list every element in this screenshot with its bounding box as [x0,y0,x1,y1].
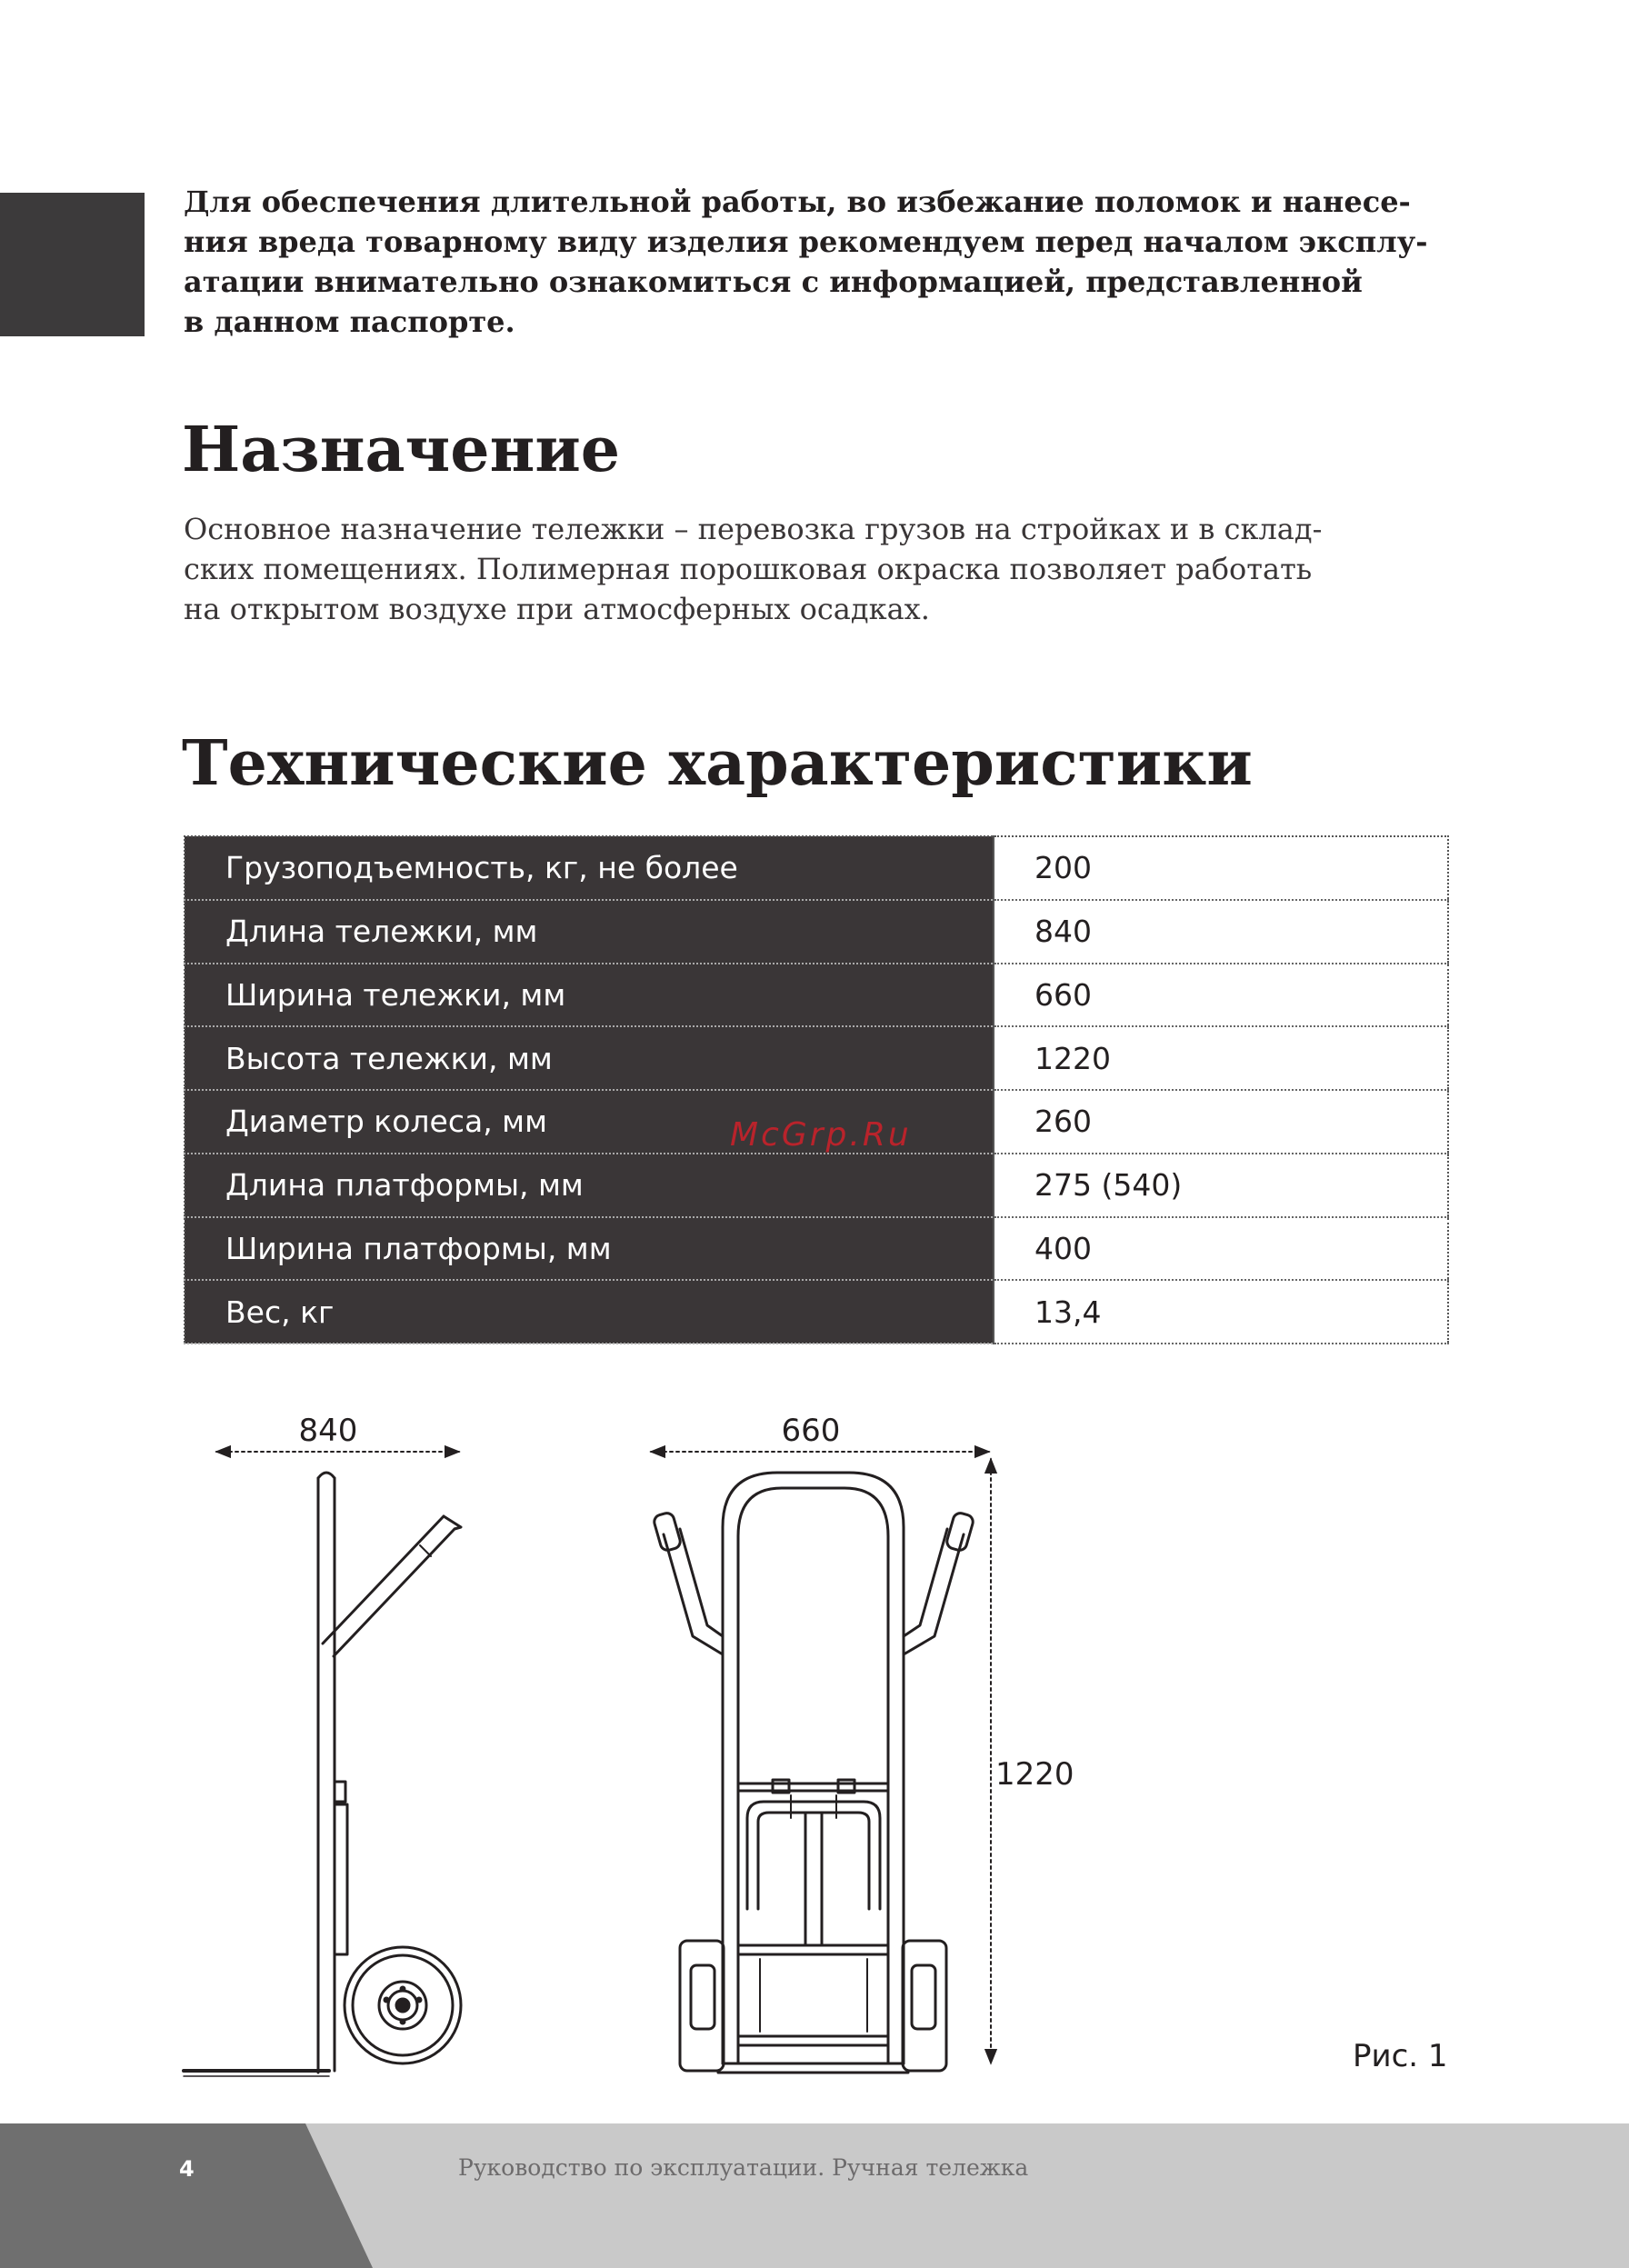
spec-label: Ширина платформы, мм [185,1217,994,1281]
intro-line: в данном паспорте. [184,305,515,339]
spec-value: 260 [994,1090,1448,1154]
table-row [185,1154,1448,1217]
side-accent-block [0,193,145,336]
spec-label: Длина тележки, мм [185,900,994,964]
purpose-heading: Назначение [182,414,621,486]
spec-label: Длина платформы, мм [185,1154,994,1217]
purpose-line: на открытом воздухе при атмосферных осадках. [184,592,930,626]
spec-value: 400 [994,1217,1448,1281]
spec-value: 13,4 [994,1280,1448,1344]
spec-value: 200 [994,836,1448,900]
hand-truck-drawing [0,1391,1629,2082]
spec-value: 660 [994,964,1448,1027]
table-row [185,1280,1448,1344]
intro-paragraph [184,182,1474,342]
front-width-label: 660 [781,1413,841,1449]
figure-caption: Рис. 1 [1353,2038,1448,2074]
footer-band [0,2123,1629,2268]
table-row [185,1217,1448,1281]
purpose-line: ских помещениях. Полимерная порошковая окраска позволяет работать [184,552,1313,586]
intro-line: ния вреда товарному виду изделия рекомендуем перед началом эксплу- [184,225,1428,259]
height-label: 1220 [995,1756,1074,1793]
spec-value: 840 [994,900,1448,964]
side-view-drawing [184,1413,461,2076]
footer-title: Руководство по эксплуатации. Ручная тележка [458,2154,1029,2181]
spec-label: Диаметр колеса, мм [185,1090,994,1154]
intro-line: атации внимательно ознакомиться с информацией, представленной [184,265,1363,299]
spec-label: Вес, кг [185,1280,994,1344]
intro-line: Для обеспечения длительной работы, во избежание поломок и нанесе- [184,185,1411,219]
purpose-line: Основное назначение тележки – перевозка грузов на стройках и в склад- [184,512,1323,546]
table-row [185,964,1448,1027]
page-number: 4 [179,2156,195,2182]
specs-heading: Технические характеристики [182,727,1253,800]
spec-value: 1220 [994,1026,1448,1090]
spec-label: Ширина тележки, мм [185,964,994,1027]
table-row [185,1026,1448,1090]
front-view-drawing [651,1413,1074,2073]
table-row [185,836,1448,900]
table-row [185,900,1448,964]
watermark: McGrp.Ru [730,1116,912,1154]
spec-label: Высота тележки, мм [185,1026,994,1090]
side-width-label: 840 [298,1413,358,1449]
purpose-paragraph [184,509,1474,629]
specs-table [184,835,1449,1344]
spec-label: Грузоподъемность, кг, не более [185,836,994,900]
spec-value: 275 (540) [994,1154,1448,1217]
